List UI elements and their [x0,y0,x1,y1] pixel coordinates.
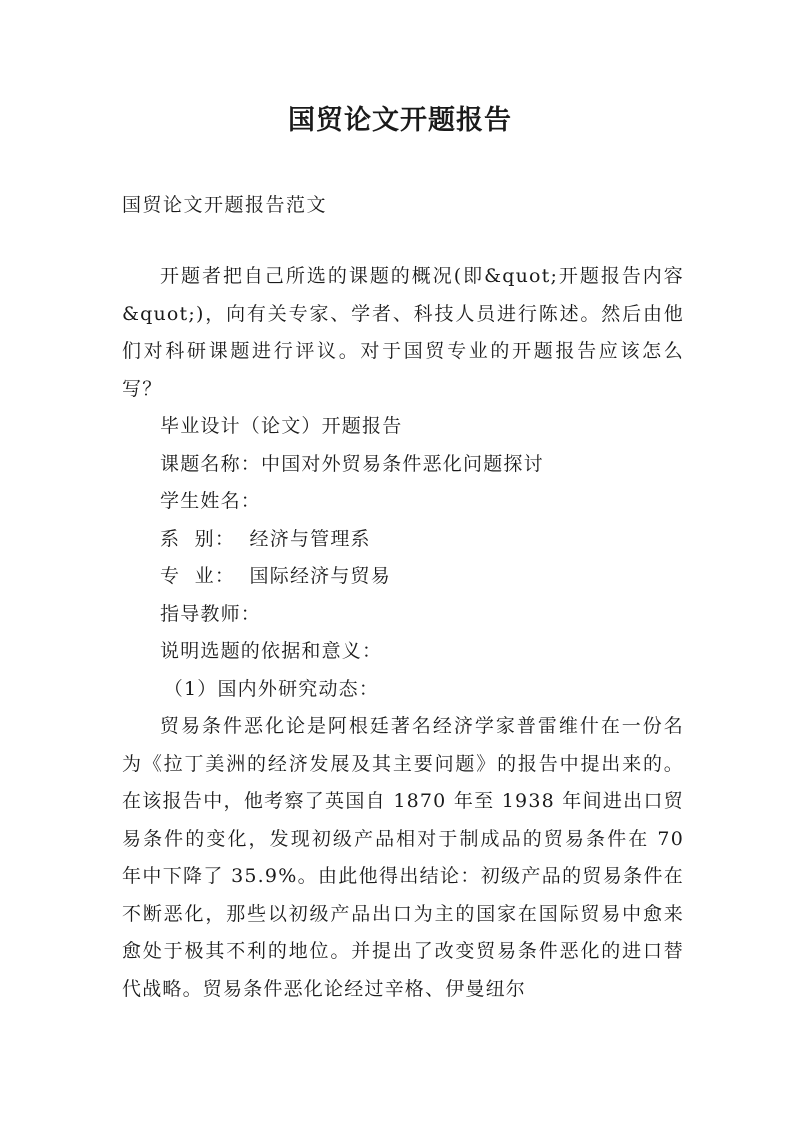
report-heading: 毕业设计（论文）开题报告 [160,415,403,437]
document-body [122,258,684,1008]
research-status-heading: （1）国内外研究动态： [163,677,380,700]
page-title: 国贸论文开题报告 [288,105,512,136]
advisor-field: 指导教师： [160,602,262,625]
research-paragraph: 贸易条件恶化论是阿根廷著名经济学家普雷维什在一份名为《拉丁美洲的经济发展及其主要问题》的报告中提出来的。在该报告中，他考察了英国自 1870 年至 1938 年间进出口贸易条件的变化，发现初级产品相对于制成品的贸易条件在 70 年中下降了 35.9%。由此他得出结论：初级产品的贸易条件在不断恶化，那些以初级产品出口为主的国家在国际贸易中愈来愈处于极其不利的地位。并提出了改变贸易条件恶化的进口替代战略。贸易条件恶化论经过辛格、伊曼纽尔 [122,715,684,1000]
topic-name-field: 课题名称：中国对外贸易条件恶化问题探讨 [160,452,544,475]
document-subtitle: 国贸论文开题报告范文 [122,194,328,216]
intro-paragraph: 开题者把自己所选的课题的概况(即&quot;开题报告内容&quot;)，向有关专家、学者、科技人员进行陈述。然后由他们对科研课题进行评议。对于国贸专业的开题报告应该怎么写？ [122,265,684,400]
department-field: 系 别： 经济与管理系 [160,527,371,550]
major-field: 专 业： 国际经济与贸易 [160,565,391,587]
student-name-field: 学生姓名： [160,490,262,512]
rationale-heading: 说明选题的依据和意义： [160,640,383,662]
